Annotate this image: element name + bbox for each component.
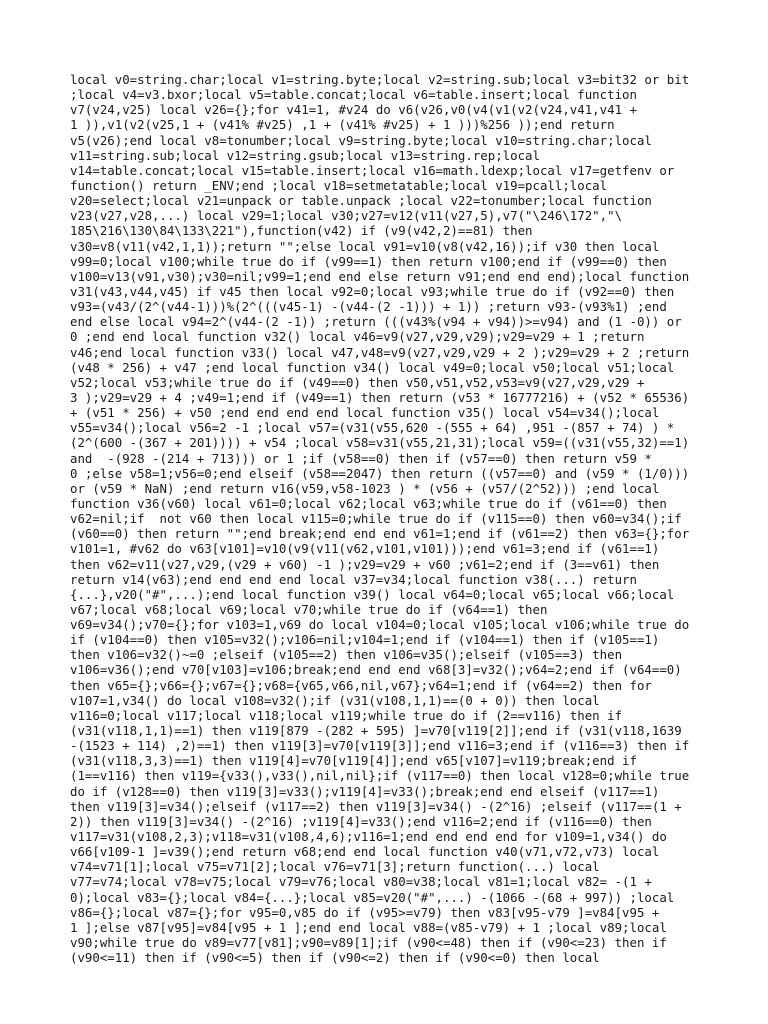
- code-line: return v14(v63);end end end end local v37=v34;local function v38(...) return: [70, 571, 637, 587]
- code-line: 0);local v83={};local v84={...};local v85=v20("#",...) -(1066 -(68 + 997)) ;local: [70, 889, 675, 905]
- code-line: v99=0;local v100;while true do if (v99==1) then return v100;end if (v99==0) then: [70, 253, 667, 269]
- code-line: 0 ;end end local function v32() local v46=v9(v27,v29,v29);v29=v29 + 1 ;return: [70, 329, 645, 345]
- code-line: (v31(v118,1,1)==1) then v119[879 -(282 + 595) ]=v70[v119[2]];end if (v31(v118,1639: [70, 723, 682, 739]
- code-line: v23(v27,v28,...) local v29=1;local v30;v27=v12(v11(v27,5),v7("\246\172","\: [70, 208, 623, 224]
- code-line: then v65={};v66={};v67={};v68={v65,v66,nil,v67};v64=1;end if (v64==2) then for: [70, 677, 652, 693]
- code-line: and -(928 -(214 + 713))) or 1 ;if (v58==0) then if (v57==0) then return v59 *: [70, 450, 652, 466]
- code-line: v117=v31(v108,2,3);v118=v31(v108,4,6);v116=1;end end end end for v109=1,v34() do: [70, 829, 667, 845]
- code-line: v74=v71[1];local v75=v71[2];local v76=v71[3];return function(...) local: [70, 859, 600, 875]
- code-line: v7(v24,v25) local v26={};for v41=1, #v24 do v6(v26,v0(v4(v1(v2(v24,v41,v41 +: [70, 102, 637, 118]
- code-line: v100=v13(v91,v30);v30=nil;v99=1;end end else return v91;end end end);local function: [70, 268, 690, 284]
- code-line: v62=nil;if not v60 then local v115=0;while true do if (v115==0) then v60=v34();if: [70, 511, 682, 527]
- code-line: (v90<=11) then if (v90<=5) then if (v90<=2) then if (v90<=0) then local: [70, 950, 600, 966]
- code-line: v20=select;local v21=unpack or table.unpack ;local v22=tonumber;local function: [70, 193, 652, 209]
- code-line: end else local v94=2^(v44-(2 -1)) ;return (((v43%(v94 + v94))>=v94) and (1 -0)) or: [70, 314, 682, 330]
- code-line: 185\216\130\84\133\221"),function(v42) if (v9(v42,2)==81) then: [70, 223, 533, 239]
- code-line: 1 )),v1(v2(v25,1 + (v41% #v25) ,1 + (v41% #v25) + 1 )))%256 ));end return: [70, 117, 615, 133]
- code-line: 1 ];else v87[v95]=v84[v95 + 1 ];end end local v88=(v85-v79) + 1 ;local v89;local: [70, 919, 667, 935]
- code-line: function() return _ENV;end ;local v18=setmetatable;local v19=pcall;local: [70, 177, 608, 193]
- code-line: local v0=string.char;local v1=string.byte;local v2=string.sub;local v3=bit32 or bit: [70, 72, 690, 87]
- code-line: (v60==0) then return "";end break;end end end v61=1;end if (v61==2) then v63={};for: [70, 526, 690, 542]
- code-line: 2)) then v119[3]=v34() -(2^16) ;v119[4]=v33();end v116=2;end if (v116==0) then: [70, 813, 652, 829]
- code-line: v116=0;local v117;local v118;local v119;while true do if (2==v116) then if: [70, 707, 623, 723]
- code-line: v67;local v68;local v69;local v70;while true do if (v64==1) then: [70, 601, 548, 617]
- code-line: (v31(v118,3,3)==1) then v119[4]=v70[v119[4]];end v65[v107]=v119;break;end if: [70, 753, 637, 769]
- code-line: 0 ;else v58=1;v56=0;end elseif (v58==2047) then return ((v57==0) and (v59 * (1/0))): [70, 465, 690, 481]
- code-line: v11=string.sub;local v12=string.gsub;local v13=string.rep;local: [70, 147, 540, 163]
- code-line: if (v104==0) then v105=v32();v106=nil;v104=1;end if (v104==1) then if (v105==1): [70, 632, 660, 648]
- code-line: v86={};local v87={};for v95=0,v85 do if (v95>=v79) then v83[v95-v79 ]=v84[v95 +: [70, 904, 660, 920]
- code-line: v14=table.concat;local v15=table.insert;local v16=math.ldexp;local v17=getfenv or: [70, 162, 675, 178]
- code-line: v31(v43,v44,v45) if v45 then local v92=0;local v93;while true do if (v92==0) then: [70, 283, 675, 299]
- code-line: v5(v26);end local v8=tonumber;local v9=string.byte;local v10=string.char;local: [70, 132, 652, 148]
- code-line: {...},v20("#",...);end local function v39() local v64=0;local v65;local v66;local: [70, 586, 675, 602]
- code-line: v52;local v53;while true do if (v49==0) then v50,v51,v52,v53=v9(v27,v29,v29 +: [70, 374, 645, 390]
- code-line: or (v59 * NaN) ;end return v16(v59,v58-1023 ) * (v56 + (v57/(2^52))) ;end local: [70, 480, 660, 496]
- code-line: then v119[3]=v34();elseif (v117==2) then v119[3]=v34() -(2^16) ;elseif (v117==(1 +: [70, 798, 682, 814]
- code-line: v69=v34();v70={};for v103=1,v69 do local v104=0;local v105;local v106;while true do: [70, 617, 690, 633]
- code-line: -(1523 + 114) ,2)==1) then v119[3]=v70[v119[3]];end v116=3;end if (v116==3) then if: [70, 738, 690, 754]
- code-line: v93=(v43/(2^(v44-1)))%(2^(((v45-1) -(v44-(2 -1))) + 1)) ;return v93-(v93%1) ;end: [70, 299, 667, 315]
- code-line: then v106=v32()~=0 ;elseif (v105==2) then v106=v35();elseif (v105==3) then: [70, 647, 623, 663]
- code-line: v107=1,v34() do local v108=v32();if (v31(v108,1,1)==(0 + 0)) then local: [70, 692, 600, 708]
- code-line: (v48 * 256) + v47 ;end local function v34() local v49=0;local v50;local v51;local: [70, 359, 675, 375]
- code-line: function v36(v60) local v61=0;local v62;local v63;while true do if (v61==0) then: [70, 495, 667, 511]
- code-line: do if (v128==0) then v119[3]=v33();v119[4]=v33();break;end end elseif (v117==1): [70, 783, 660, 799]
- code-line: v101=1, #v62 do v63[v101]=v10(v9(v11(v62,v101,v101)));end v61=3;end if (v61==1): [70, 541, 660, 557]
- code-line: + (v51 * 256) + v50 ;end end end end local function v35() local v54=v34();local: [70, 405, 660, 421]
- code-line: v77=v74;local v78=v75;local v79=v76;local v80=v38;local v81=1;local v82= -(1 +: [70, 874, 652, 890]
- code-line: v66[v109-1 ]=v39();end return v68;end end local function v40(v71,v72,v73) local: [70, 844, 660, 860]
- code-line: v46;end local function v33() local v47,v48=v9(v27,v29,v29 + 2 );v29=v29 + 2 ;return: [70, 344, 690, 360]
- code-line: v90;while true do v89=v77[v81];v90=v89[1];if (v90<=48) then if (v90<=23) then if: [70, 935, 667, 951]
- code-line: (1==v116) then v119={v33(),v33(),nil,nil};if (v117==0) then local v128=0;while true: [70, 768, 690, 784]
- code-line: v30=v8(v11(v42,1,1));return "";else local v91=v10(v8(v42,16));if v30 then local: [70, 238, 660, 254]
- code-line: then v62=v11(v27,v29,(v29 + v60) -1 );v29=v29 + v60 ;v61=2;end if (3==v61) then: [70, 556, 660, 572]
- code-block: [70, 72, 710, 965]
- code-line: ;local v4=v3.bxor;local v5=table.concat;local v6=table.insert;local function: [70, 87, 637, 103]
- code-line: 3 );v29=v29 + 4 ;v49=1;end if (v49==1) then return (v53 * 16777216) + (v52 * 65536): [70, 389, 690, 405]
- code-line: v106=v36();end v70[v103]=v106;break;end end end v68[3]=v32();v64=2;end if (v64==0): [70, 662, 682, 678]
- code-line: v55=v34();local v56=2 -1 ;local v57=(v31(v55,620 -(555 + 64) ,951 -(857 + 74) ) *: [70, 420, 675, 436]
- code-line: (2^(600 -(367 + 201)))) + v54 ;local v58=v31(v55,21,31);local v59=((v31(v55,32)==1): [70, 435, 690, 451]
